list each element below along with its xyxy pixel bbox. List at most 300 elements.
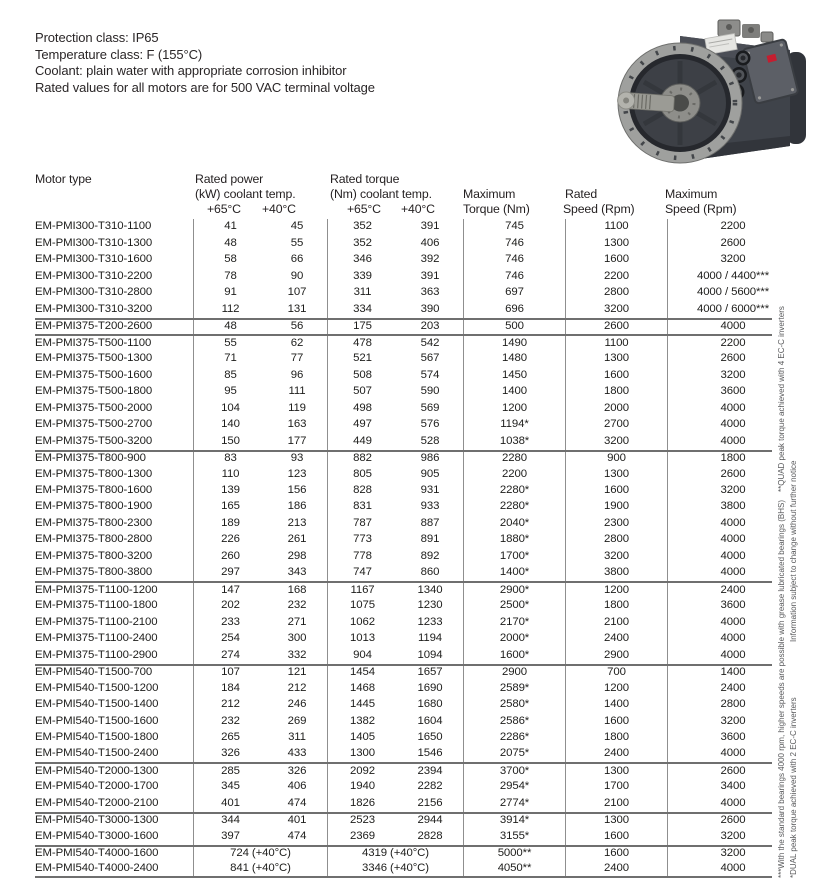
cell-torque-65: 2369 [327, 828, 397, 844]
cell-rated-speed: 2300 [565, 515, 667, 531]
cell-motor-type: EM-PMI375-T800-1300 [35, 467, 153, 480]
cell-max-speed: 2600 [667, 351, 772, 367]
cell-rated-speed: 1400 [565, 697, 667, 713]
cell-rated-speed: 3200 [565, 301, 667, 317]
cell-max-speed: 3200 [667, 828, 772, 844]
cell-power-65: 147 [193, 583, 267, 597]
cell-max-torque: 696 [463, 301, 565, 317]
header-max-torque-2: Torque (Nm) [463, 202, 530, 216]
cell-torque-40: 391 [420, 269, 440, 282]
cell-power-40: 474 [287, 796, 307, 809]
cell-max-speed: 4000 [667, 861, 772, 875]
cell-max-torque: 1490 [463, 336, 565, 350]
table-row [35, 581, 772, 597]
cell-torque-65: 334 [327, 301, 397, 317]
cell-max-torque: 2075* [463, 746, 565, 762]
cell-torque-65: 1405 [327, 730, 397, 746]
cell-max-torque: 2580* [463, 697, 565, 713]
cell-max-speed: 2600 [667, 235, 772, 251]
header-power-65: +65°C [207, 202, 241, 216]
cell-torque-40: 892 [420, 549, 440, 562]
cell-torque-65: 773 [327, 532, 397, 548]
cell-power-40: 123 [287, 467, 307, 480]
cell-motor-type: EM-PMI375-T500-1800 [35, 385, 153, 398]
cell-rated-speed: 2400 [565, 746, 667, 762]
cell-torque-40: 1690 [417, 681, 443, 694]
cell-torque-40: 891 [420, 533, 440, 546]
cell-torque-65: 339 [327, 268, 397, 284]
cell-max-torque: 2280* [463, 499, 565, 515]
cell-rated-speed: 1800 [565, 730, 667, 746]
cell-power-65: 58 [193, 252, 267, 268]
cell-max-speed: 4000 [667, 400, 772, 416]
cell-power-40: 213 [287, 516, 307, 529]
cell-torque-65: 787 [327, 515, 397, 531]
cell-power-65: 189 [193, 515, 267, 531]
table-row [35, 548, 772, 564]
cell-max-torque: 2900* [463, 583, 565, 597]
cell-power-65: 104 [193, 400, 267, 416]
table-row [35, 746, 772, 762]
cell-motor-type: EM-PMI375-T800-2800 [35, 533, 153, 546]
cell-power-40: 96 [290, 368, 304, 381]
cell-rated-speed: 1100 [565, 219, 667, 235]
cell-max-torque: 2589* [463, 680, 565, 696]
cell-rated-speed: 2800 [565, 285, 667, 301]
header-torque-sub: (Nm) coolant temp. [330, 187, 432, 201]
cell-power-40: 246 [287, 698, 307, 711]
cell-motor-type: EM-PMI375-T500-1300 [35, 352, 153, 365]
cell-rated-speed: 1800 [565, 598, 667, 614]
table-row [35, 301, 772, 317]
cell-max-speed: 3200 [667, 713, 772, 729]
cell-torque-40: 887 [420, 516, 440, 529]
cell-max-speed: 4000 [667, 320, 772, 334]
cell-power-65: 274 [193, 647, 267, 663]
cell-torque-40: 574 [420, 368, 440, 381]
cell-power-40: 119 [288, 401, 306, 414]
cell-max-torque: 1400 [463, 384, 565, 400]
table-row [35, 400, 772, 416]
cell-max-speed: 1800 [667, 452, 772, 466]
table-row [35, 795, 772, 811]
table-row [35, 730, 772, 746]
cell-torque-40: 1546 [417, 747, 443, 760]
cell-power-65: 139 [193, 483, 267, 499]
cell-power-65: 150 [193, 433, 267, 449]
cell-motor-type: EM-PMI375-T800-1600 [35, 483, 153, 496]
cell-motor-type: EM-PMI540-T1500-1400 [35, 698, 159, 711]
cell-max-speed: 2400 [667, 583, 772, 597]
cell-power-40: 45 [290, 220, 304, 233]
cell-max-speed: 3200 [667, 367, 772, 383]
cell-motor-type: EM-PMI375-T800-900 [35, 452, 146, 465]
cell-power-65: 41 [193, 219, 267, 235]
cell-rated-speed: 1200 [565, 680, 667, 696]
cell-max-torque: 2774* [463, 795, 565, 811]
cell-max-speed: 2600 [667, 466, 772, 482]
cell-max-torque: 1450 [463, 367, 565, 383]
cell-max-torque: 746 [463, 235, 565, 251]
header-power-40: +40°C [262, 202, 296, 216]
cell-rated-speed: 2000 [565, 400, 667, 416]
cell-max-torque: 500 [463, 320, 565, 334]
header-max-torque-1: Maximum [463, 187, 516, 201]
table-row [35, 318, 772, 334]
cell-power-65: 55 [193, 336, 267, 350]
cell-max-torque: 2170* [463, 614, 565, 630]
cell-rated-speed: 1100 [565, 336, 667, 350]
header-max-speed-1: Maximum [665, 187, 718, 201]
cell-power-40: 131 [287, 302, 307, 315]
cell-max-torque: 1700* [463, 548, 565, 564]
table-row [35, 483, 772, 499]
cell-torque-65: 449 [327, 433, 397, 449]
table-row [35, 384, 772, 400]
cell-power-65: 165 [193, 499, 267, 515]
cell-power-65: 83 [193, 452, 267, 466]
cell-power-65: 48 [193, 320, 267, 334]
cell-max-torque: 5000** [463, 847, 565, 861]
cell-max-speed: 4000 [667, 795, 772, 811]
header-torque-65: +65°C [347, 202, 381, 216]
cell-max-speed: 4000 / 6000*** [667, 301, 772, 317]
cell-power-40: 77 [290, 352, 304, 365]
cell-torque-40: 569 [420, 401, 440, 414]
cell-torque-40: 2156 [417, 796, 443, 809]
cell-max-speed: 3200 [667, 847, 772, 861]
cell-rated-speed: 1700 [565, 779, 667, 795]
cell-power-merged: 724 (+40°C) [193, 847, 327, 861]
cell-motor-type: EM-PMI375-T800-3200 [35, 549, 153, 562]
cell-motor-type: EM-PMI300-T310-2200 [35, 269, 153, 282]
cell-power-merged: 841 (+40°C) [193, 861, 327, 875]
cell-max-speed: 2600 [667, 814, 772, 828]
cell-motor-type: EM-PMI540-T1500-1200 [35, 681, 159, 694]
cell-torque-40: 986 [420, 452, 440, 465]
cell-power-65: 107 [193, 666, 267, 680]
cell-power-40: 177 [287, 434, 307, 447]
cell-max-speed: 3600 [667, 730, 772, 746]
header-max-speed-2: Speed (Rpm) [665, 202, 737, 216]
cell-max-speed: 3600 [667, 598, 772, 614]
cell-torque-65: 2092 [327, 764, 397, 778]
cell-torque-65: 1075 [327, 598, 397, 614]
table-row [35, 466, 772, 482]
cell-rated-speed: 900 [565, 452, 667, 466]
cell-torque-40: 203 [420, 320, 440, 333]
cell-max-speed: 1400 [667, 666, 772, 680]
cell-rated-speed: 3200 [565, 433, 667, 449]
cell-torque-65: 1940 [327, 779, 397, 795]
cell-torque-40: 931 [420, 483, 440, 496]
cell-rated-speed: 1600 [565, 252, 667, 268]
cell-max-torque: 2200 [463, 466, 565, 482]
cell-motor-type: EM-PMI540-T1500-1800 [35, 731, 159, 744]
footnote-bearings: ***With the standard bearings 4000 rpm, higher speeds are possible with grease lubricated bearings (BHS) [777, 500, 786, 878]
cell-torque-65: 508 [327, 367, 397, 383]
cell-rated-speed: 1600 [565, 828, 667, 844]
cell-max-torque: 3155* [463, 828, 565, 844]
cell-max-torque: 1194* [463, 417, 565, 433]
header-rated-speed-2: Speed (Rpm) [563, 202, 635, 216]
cell-power-65: 326 [193, 746, 267, 762]
cell-power-65: 260 [193, 548, 267, 564]
cell-torque-40: 567 [420, 352, 440, 365]
cell-power-40: 93 [290, 452, 304, 465]
cell-max-torque: 1038* [463, 433, 565, 449]
cell-power-65: 112 [193, 301, 267, 317]
cell-rated-speed: 2200 [565, 268, 667, 284]
cell-power-40: 163 [287, 418, 307, 431]
cell-max-torque: 2000* [463, 631, 565, 647]
cell-torque-65: 311 [327, 285, 397, 301]
cell-power-65: 71 [193, 351, 267, 367]
cell-motor-type: EM-PMI300-T310-1100 [35, 220, 152, 233]
cell-max-torque: 3700* [463, 764, 565, 778]
cell-max-torque: 1400* [463, 565, 565, 581]
cell-power-65: 285 [193, 764, 267, 778]
cell-max-torque: 2900 [463, 666, 565, 680]
cell-torque-40: 933 [420, 500, 440, 513]
cell-torque-40: 363 [420, 286, 440, 299]
cell-torque-65: 1062 [327, 614, 397, 630]
cell-max-speed: 4000 [667, 433, 772, 449]
cell-power-65: 254 [193, 631, 267, 647]
cell-power-65: 344 [193, 814, 267, 828]
cell-max-speed: 3600 [667, 384, 772, 400]
cell-rated-speed: 1300 [565, 466, 667, 482]
cell-power-40: 474 [287, 829, 307, 842]
cell-power-40: 298 [287, 549, 307, 562]
cell-max-torque: 1480 [463, 351, 565, 367]
cell-power-40: 55 [290, 236, 304, 249]
cell-power-40: 107 [287, 286, 307, 299]
cell-torque-65: 352 [327, 235, 397, 251]
cell-max-speed: 2200 [667, 336, 772, 350]
cell-rated-speed: 1300 [565, 235, 667, 251]
cell-torque-40: 1094 [417, 648, 443, 661]
cell-rated-speed: 1600 [565, 713, 667, 729]
cell-power-40: 90 [290, 269, 304, 282]
cell-max-speed: 2800 [667, 697, 772, 713]
cell-max-speed: 2400 [667, 680, 772, 696]
cell-motor-type: EM-PMI300-T310-1300 [35, 236, 153, 249]
cell-motor-type: EM-PMI540-T2000-1300 [35, 764, 159, 777]
cell-motor-type: EM-PMI375-T500-1100 [35, 336, 152, 349]
cell-torque-65: 1300 [327, 746, 397, 762]
table-row [35, 334, 772, 350]
footnote-info-change: Information subject to change without further notice [789, 460, 798, 642]
cell-motor-type: EM-PMI375-T500-2000 [35, 401, 153, 414]
cell-rated-speed: 1800 [565, 384, 667, 400]
cell-power-40: 121 [287, 666, 307, 679]
cell-motor-type: EM-PMI375-T500-1600 [35, 368, 153, 381]
cell-torque-65: 521 [327, 351, 397, 367]
cell-torque-65: 882 [327, 452, 397, 466]
info-block [35, 30, 375, 96]
cell-torque-merged: 4319 (+40°C) [327, 847, 463, 861]
table-row [35, 565, 772, 581]
cell-torque-40: 2394 [417, 764, 443, 777]
cell-power-65: 48 [193, 235, 267, 251]
cell-torque-65: 498 [327, 400, 397, 416]
cell-max-torque: 2280 [463, 452, 565, 466]
cell-torque-65: 478 [327, 336, 397, 350]
cell-rated-speed: 1600 [565, 847, 667, 861]
cell-torque-65: 1382 [327, 713, 397, 729]
footnote-dual-torque: *DUAL peak torque achieved with 2 EC-C inverters [789, 697, 798, 878]
table-row [35, 367, 772, 383]
cell-motor-type: EM-PMI540-T3000-1300 [35, 814, 159, 827]
cell-torque-65: 1826 [327, 795, 397, 811]
cell-torque-65: 1167 [327, 583, 397, 597]
cell-torque-65: 747 [327, 565, 397, 581]
cell-max-speed: 4000 [667, 631, 772, 647]
cell-motor-type: EM-PMI540-T3000-1600 [35, 829, 159, 842]
table-row [35, 235, 772, 251]
cell-motor-type: EM-PMI375-T500-2700 [35, 418, 153, 431]
cell-torque-65: 805 [327, 466, 397, 482]
cell-torque-40: 1650 [417, 731, 443, 744]
cell-power-40: 311 [288, 731, 306, 744]
cell-torque-65: 828 [327, 483, 397, 499]
header-torque-40: +40°C [401, 202, 435, 216]
cell-max-speed: 4000 [667, 515, 772, 531]
cell-rated-speed: 700 [565, 666, 667, 680]
cell-power-65: 110 [193, 466, 267, 482]
cell-power-40: 232 [287, 599, 307, 612]
cell-torque-40: 905 [420, 467, 440, 480]
cell-torque-40: 590 [420, 385, 440, 398]
cell-motor-type: EM-PMI540-T1500-700 [35, 666, 153, 679]
cell-power-65: 85 [193, 367, 267, 383]
table-header [35, 172, 772, 219]
cell-max-speed: 4000 [667, 417, 772, 433]
cell-rated-speed: 1200 [565, 583, 667, 597]
cell-power-65: 297 [193, 565, 267, 581]
table-row [35, 647, 772, 663]
cell-torque-40: 1233 [417, 615, 443, 628]
cell-motor-type: EM-PMI540-T4000-1600 [35, 847, 159, 860]
cell-rated-speed: 1600 [565, 483, 667, 499]
cell-power-65: 78 [193, 268, 267, 284]
cell-max-torque: 2040* [463, 515, 565, 531]
cell-rated-speed: 2600 [565, 320, 667, 334]
cell-max-torque: 1200 [463, 400, 565, 416]
cell-power-40: 186 [287, 500, 307, 513]
cell-torque-40: 391 [420, 220, 440, 233]
cell-max-torque: 745 [463, 219, 565, 235]
table-row [35, 828, 772, 844]
table-row [35, 713, 772, 729]
cell-power-40: 212 [287, 681, 307, 694]
cell-motor-type: EM-PMI540-T4000-2400 [35, 861, 159, 874]
cell-max-torque: 1880* [463, 532, 565, 548]
table-row [35, 252, 772, 268]
table-row [35, 779, 772, 795]
cell-torque-40: 542 [420, 336, 440, 349]
cell-torque-40: 2944 [417, 814, 443, 827]
table-row [35, 433, 772, 449]
table-row [35, 499, 772, 515]
cell-power-40: 332 [287, 648, 307, 661]
cell-power-40: 261 [287, 533, 307, 546]
cell-max-speed: 4000 [667, 647, 772, 663]
cell-motor-type: EM-PMI540-T1500-2400 [35, 747, 159, 760]
cell-power-40: 156 [287, 483, 307, 496]
cell-max-torque: 2586* [463, 713, 565, 729]
cell-motor-type: EM-PMI540-T1500-1600 [35, 714, 159, 727]
table-row [35, 219, 772, 235]
info-line: Temperature class: F (155°C) [35, 46, 203, 62]
cell-motor-type: EM-PMI300-T310-2800 [35, 286, 153, 299]
cell-max-torque: 746 [463, 252, 565, 268]
table-row [35, 351, 772, 367]
cell-power-40: 66 [290, 253, 304, 266]
cell-power-65: 202 [193, 598, 267, 614]
info-line: Rated values for all motors are for 500 VAC terminal voltage [35, 79, 375, 95]
header-rated-power: Rated power [195, 172, 264, 186]
cell-motor-type: EM-PMI375-T1100-2400 [35, 632, 158, 645]
cell-power-40: 406 [287, 780, 307, 793]
cell-rated-speed: 2400 [565, 861, 667, 875]
cell-torque-40: 2828 [417, 829, 443, 842]
cell-torque-40: 2282 [417, 780, 443, 793]
cell-motor-type: EM-PMI375-T1100-1200 [35, 583, 158, 596]
cell-rated-speed: 3200 [565, 548, 667, 564]
cell-power-65: 233 [193, 614, 267, 630]
cell-motor-type: EM-PMI375-T800-2300 [35, 516, 153, 529]
cell-power-65: 91 [193, 285, 267, 301]
table-row [35, 598, 772, 614]
cell-torque-65: 904 [327, 647, 397, 663]
cell-rated-speed: 1900 [565, 499, 667, 515]
motor-photo [590, 8, 830, 168]
cell-torque-40: 1340 [417, 583, 443, 596]
table-row [35, 285, 772, 301]
cell-torque-40: 390 [420, 302, 440, 315]
cell-motor-type: EM-PMI540-T2000-1700 [35, 780, 159, 793]
cell-torque-40: 1657 [417, 666, 443, 679]
header-rated-speed-1: Rated [565, 187, 598, 201]
cell-max-speed: 4000 [667, 746, 772, 762]
cell-max-speed: 2200 [667, 219, 772, 235]
cell-power-40: 168 [287, 583, 307, 596]
cell-motor-type: EM-PMI375-T800-3800 [35, 566, 153, 579]
cell-torque-40: 1604 [417, 714, 443, 727]
table-row [35, 762, 772, 778]
cell-max-speed: 4000 / 5600*** [667, 285, 772, 301]
cell-torque-65: 2523 [327, 814, 397, 828]
cell-power-65: 212 [193, 697, 267, 713]
cell-motor-type: EM-PMI375-T1100-1800 [35, 599, 158, 612]
cell-power-40: 401 [287, 814, 307, 827]
table-row [35, 631, 772, 647]
cell-power-65: 226 [193, 532, 267, 548]
cell-rated-speed: 1600 [565, 367, 667, 383]
cell-max-torque: 697 [463, 285, 565, 301]
cell-rated-speed: 1300 [565, 814, 667, 828]
cell-power-40: 269 [287, 714, 307, 727]
table-row [35, 664, 772, 680]
cell-power-40: 343 [287, 566, 307, 579]
cell-max-torque: 2280* [463, 483, 565, 499]
cell-rated-speed: 2900 [565, 647, 667, 663]
cell-torque-65: 497 [327, 417, 397, 433]
cell-torque-40: 1680 [417, 698, 443, 711]
cell-max-speed: 4000 [667, 532, 772, 548]
